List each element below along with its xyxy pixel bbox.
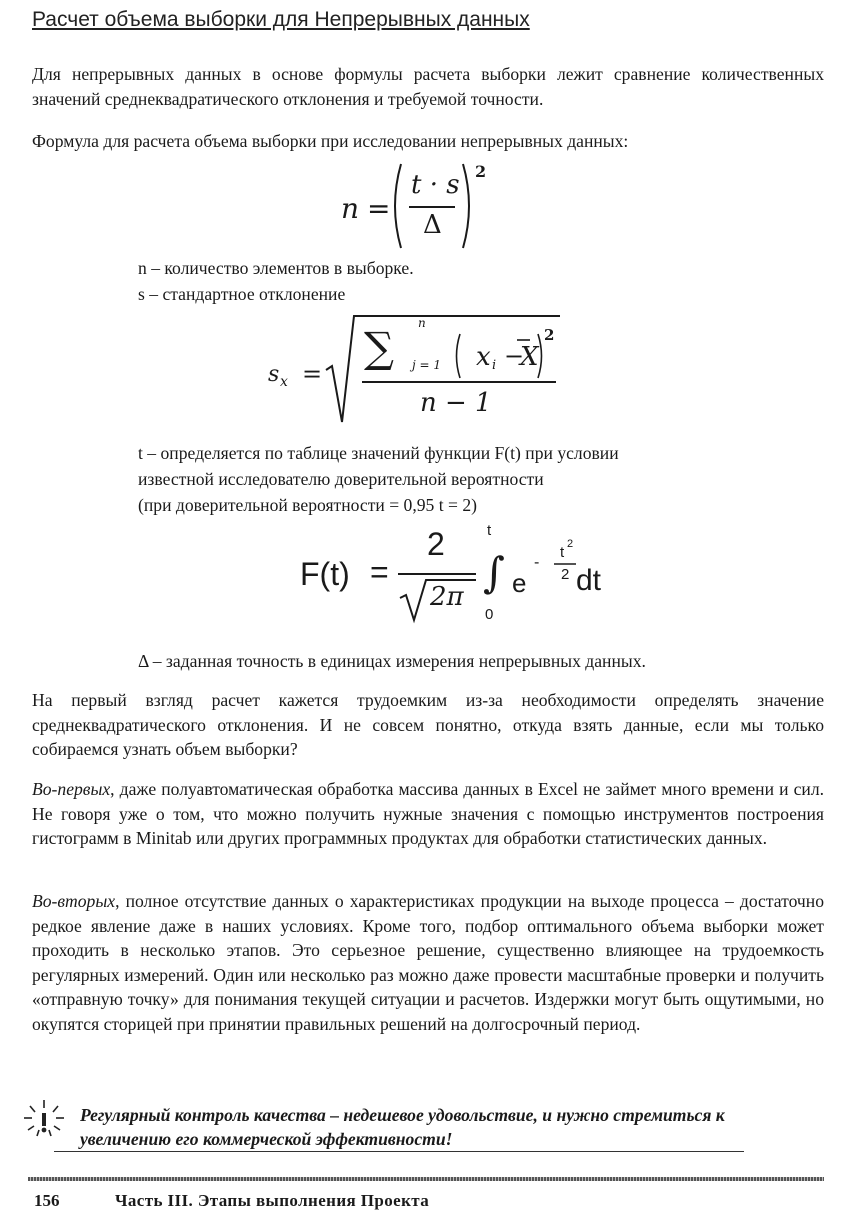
f3-radicand: 2π <box>430 582 464 612</box>
f3-eq: = <box>370 554 389 590</box>
f2-upper: n <box>418 316 426 330</box>
lightbulb-icon <box>20 1096 68 1144</box>
definition-s: s – стандартное отклонение <box>138 284 346 304</box>
f2-sigma: ∑ <box>364 323 394 372</box>
paragraph-2 <box>32 777 824 851</box>
paragraph-1: На первый взгляд расчет кажется трудоемким из-за необходимости определять значение среднеквадратического отклонения. И не совсем понятно, откуда взять данные, если мы только собираемся узнать объем выборки? <box>32 690 824 759</box>
f2-denominator: n − 1 <box>420 388 492 418</box>
f2-lower: j = 1 <box>412 358 442 372</box>
f1-exponent: 2 <box>475 162 487 181</box>
paragraph-2-text: , даже полуавтоматическая обработка массива данных в Excel не займет много времени и сил. Не говоря уже о том, что можно получить нужные значения с помощью инструментов построения гистограмм в Minitab или других программных продуктах для обработки статистических данных. <box>32 779 824 848</box>
f1-denominator: Δ <box>423 210 442 240</box>
f3-e: e <box>512 568 527 598</box>
f1-numerator: t · s <box>411 170 460 200</box>
paragraph-3-text: , полное отсутствие данных о характеристиках продукции на выходе процесса – достаточно редкое явление даже в наших условиях. Кроме того, подбор оптимального объема выборки может проходить в несколько этапов. Это серьезное решение, существенно влияющее на трудоемкость регулярных измерений. Один или несколько раз можно даже провести масштабные проверки и получить «отправную точку» для понимания текущей ситуации и расчетов. Издержки могут быть ощутимыми, но окупятся сторицей при принятии правильных решений на долгосрочный период. <box>32 891 824 1034</box>
intro-paragraph: Для непрерывных данных в основе формулы расчета выборки лежит сравнение количественных значений среднеквадратического отклонения и требуемой точности. <box>32 64 824 109</box>
f3-numerator: 2 <box>427 526 445 562</box>
f3-integral: ∫ <box>483 548 505 597</box>
definition-t-line-2: известной исследователю доверительной вероятности <box>138 469 544 489</box>
paragraph-2-lead: Во-первых <box>32 779 111 799</box>
formula-laplace-function <box>300 520 620 632</box>
f3-exp-num-sup: 2 <box>567 538 574 550</box>
f2-eq: = <box>302 360 323 388</box>
formula-intro: Формула для расчета объема выборки при исследовании непрерывных данных: <box>32 131 629 151</box>
f3-lower: 0 <box>485 606 494 623</box>
f3-dt: dt <box>576 564 602 597</box>
f2-lhs: s <box>268 362 280 387</box>
f3-lhs: F(t) <box>300 556 350 592</box>
f3-exp-minus: - <box>534 554 540 571</box>
page-title: Расчет объема выборки для Непрерывных данных <box>32 8 530 31</box>
footer-section: Часть III. Этапы выполнения Проекта <box>115 1191 430 1210</box>
f3-upper: t <box>487 522 492 539</box>
formula-sample-size <box>335 160 485 252</box>
f1-lhs: n <box>341 192 360 225</box>
formula-standard-deviation <box>268 312 568 427</box>
definition-t-line-1: t – определяется по таблице значений функции F(t) при условии <box>138 443 619 463</box>
paragraph-3-lead: Во-вторых <box>32 891 116 911</box>
f2-minus: − <box>504 342 525 370</box>
f3-exp-num: t <box>560 544 565 561</box>
page-number: 156 <box>34 1191 60 1210</box>
f3-exp-den: 2 <box>561 566 570 583</box>
tip-text: Регулярный контроль качества – недешевое удовольствие, и нужно стремиться к увеличению его коммерческой эффективности! <box>80 1105 725 1149</box>
paragraph-3 <box>32 889 824 1036</box>
footer-rule <box>28 1177 824 1181</box>
tip-underline <box>54 1151 744 1152</box>
definition-t-line-3: (при доверительной вероятности = 0,95 t = 2) <box>138 495 477 515</box>
f2-term-sub: i <box>492 358 497 373</box>
definition-n: n – количество элементов в выборке. <box>138 258 414 278</box>
f2-term: x <box>476 342 491 372</box>
f2-xbar: X <box>520 342 539 372</box>
f2-exponent: 2 <box>544 326 555 344</box>
definition-delta: Δ – заданная точность в единицах измерения непрерывных данных. <box>138 651 646 671</box>
f1-eq: = <box>367 192 391 225</box>
f2-lhs-sub: x <box>280 374 288 390</box>
